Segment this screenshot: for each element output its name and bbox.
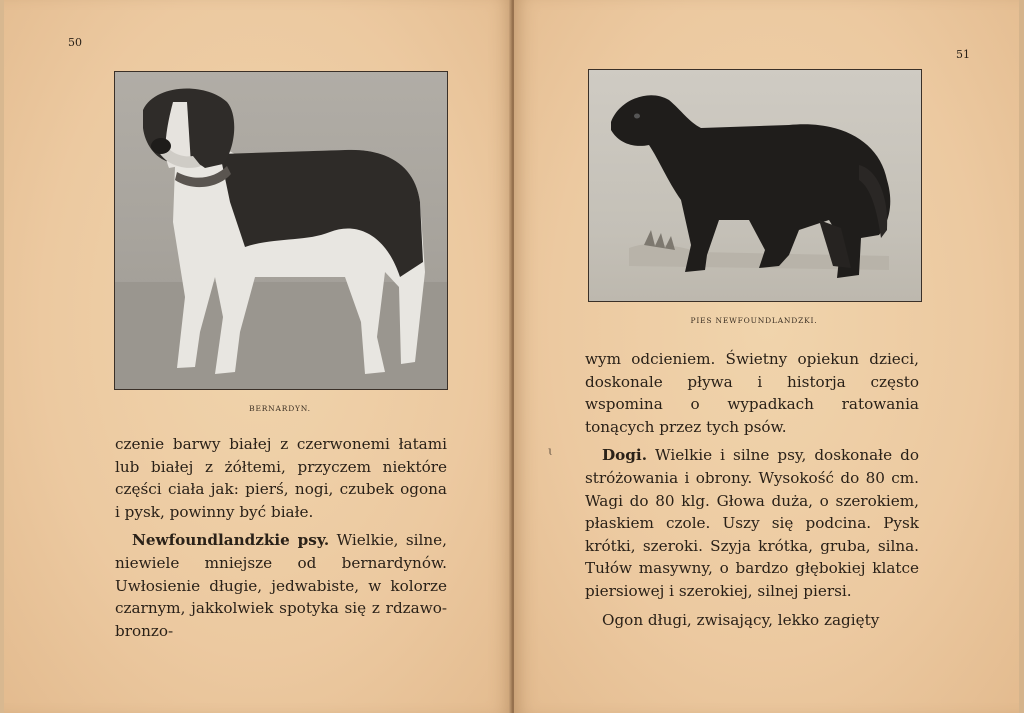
newfoundland-dog-icon <box>589 70 921 301</box>
page-edge-right <box>1019 0 1024 713</box>
paragraph-newfoundland <box>115 529 447 642</box>
right-page <box>514 0 1020 713</box>
paragraph-heading: Newfoundlandzkie psy. <box>132 531 330 550</box>
image-caption-left: BERNARDYN. <box>249 404 311 413</box>
left-page <box>4 0 512 713</box>
paragraph: czenie barwy białej z czerwonemi łatami lub białej z żółtemi, przyczem niektóre części ciała jak: pierś, nogi, czubek ogona i pysk, powinny być białe. <box>115 435 447 521</box>
right-page-text <box>585 348 919 631</box>
paragraph-heading: Dogi. <box>602 446 647 465</box>
paragraph-body: Wielkie i silne psy, doskonałe do stróżowania i obrony. Wysokość do 80 cm. Wagi do 80 klg. Głowa duża, o szerokiem, płaskiem czole. Uszy się podcina. Pysk krótki, szeroki. Szyja krótka, gruba, silna. Tułów masywny, o bardzo głębokiej klatce piersiowej i szerokiej, silnej piersi. <box>585 446 919 600</box>
image-caption-right: PIES NEWFOUNDLANDZKI. <box>690 316 818 325</box>
page-number-left: 50 <box>68 36 82 49</box>
left-page-text <box>115 433 447 642</box>
st-bernard-dog-icon <box>115 72 447 389</box>
newfoundland-illustration <box>588 69 922 302</box>
st-bernard-photo <box>114 71 448 390</box>
paragraph: wym odcieniem. Świetny opiekun dzieci, doskonale pływa i historja często wspomina o wypadkach ratowania tonących przez tych psów. <box>585 350 919 436</box>
paragraph-dogi <box>585 444 919 602</box>
paragraph: Ogon długi, zwisający, lekko zagięty <box>602 610 880 629</box>
paragraph-body: Wielkie, silne, niewiele mniejsze od bernardynów. Uwłosienie długie, jedwabiste, w kolorze czarnym, jakkolwiek spotyka się z rdzawo-bronzo- <box>115 531 447 640</box>
page-number-right: 51 <box>956 48 970 61</box>
margin-pencil-mark: ɩ <box>548 444 553 458</box>
